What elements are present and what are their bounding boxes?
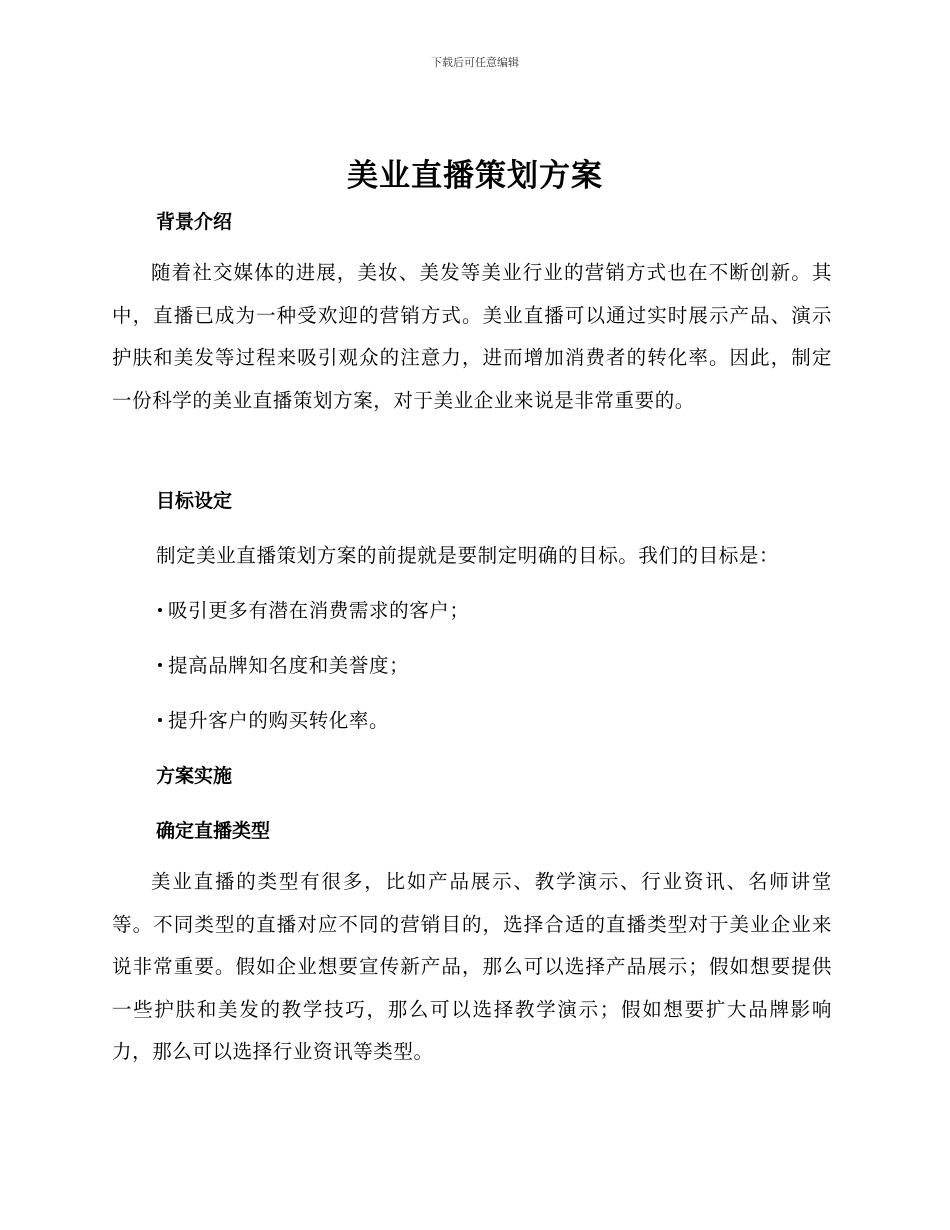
section-heading-background: 背景介绍 xyxy=(156,211,233,233)
bullet-icon xyxy=(158,718,162,722)
section-heading-implementation: 方案实施 xyxy=(156,765,233,787)
bullet-icon xyxy=(158,663,162,667)
live-type-paragraph: 美业直播的类型有很多，比如产品展示、教学演示、行业资讯、名师讲堂等。不同类型的直播对应不同的营销目的，选择合适的直播类型对于美业企业来说非常重要。假如企业想要宣传新产品，那么可以选择产品展示；假如想要提供一些护肤和美发的教学技巧，那么可以选择教学演示；假如想要扩大品牌影响力，那么可以选择行业资讯等类型。 xyxy=(112,870,832,1063)
header-note: 下载后可任意编辑 xyxy=(431,56,519,69)
goals-intro: 制定美业直播策划方案的前提就是要制定明确的目标。我们的目标是： xyxy=(156,544,780,567)
section-heading-goals: 目标设定 xyxy=(156,490,233,512)
goal-item-text: 提升客户的购买转化率。 xyxy=(168,709,390,732)
goal-item xyxy=(156,705,389,733)
section-heading-live-type: 确定直播类型 xyxy=(156,820,271,842)
goal-item-text: 吸引更多有潜在消费需求的客户； xyxy=(168,599,470,622)
goal-item xyxy=(156,650,409,678)
document-title: 美业直播策划方案 xyxy=(347,158,603,194)
goal-item xyxy=(156,595,470,623)
background-paragraph: 随着社交媒体的进展，美妆、美发等美业行业的营销方式也在不断创新。其中，直播已成为一种受欢迎的营销方式。美业直播可以通过实时展示产品、演示护肤和美发等过程来吸引观众的注意力，进而增加消费者的转化率。因此，制定一份科学的美业直播策划方案，对于美业企业来说是非常重要的。 xyxy=(112,261,832,412)
bullet-icon xyxy=(158,608,162,612)
goal-item-text: 提高品牌知名度和美誉度； xyxy=(168,654,410,677)
